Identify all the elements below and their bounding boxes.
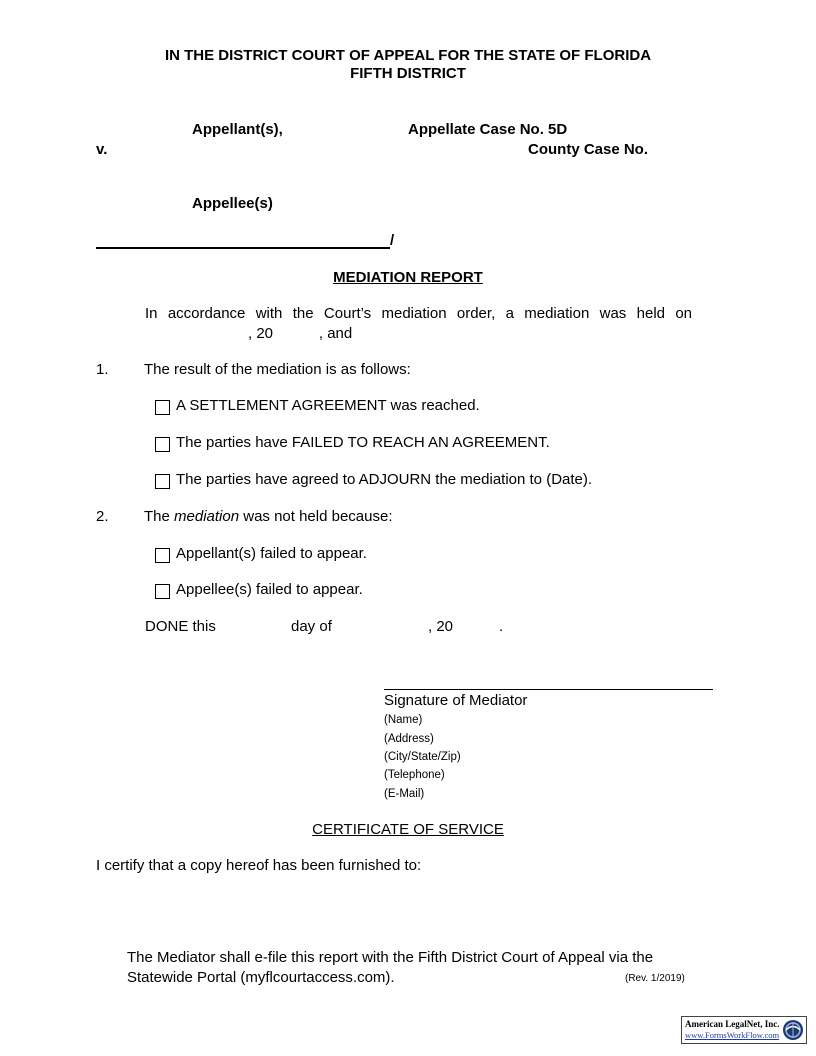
appellants-label: Appellant(s), <box>192 121 283 138</box>
settlement-checkbox[interactable] <box>155 400 170 415</box>
certificate-text: I certify that a copy hereof has been furnished to: <box>96 857 422 874</box>
footer-instruction-line-2: Statewide Portal (myflcourtaccess.com). <box>127 969 395 986</box>
footer-instruction-line-1: The Mediator shall e-file this report with the Fifth District Court of Appeal via the <box>127 949 654 966</box>
mediator-address-field: (Address) <box>384 733 434 745</box>
county-case-number-label: County Case No. <box>528 141 649 158</box>
day-of-label: day of <box>291 618 332 635</box>
section-2-number: 2. <box>96 508 109 525</box>
mediator-email-field: (E-Mail) <box>384 788 425 800</box>
mediator-telephone-field: (Telephone) <box>384 769 445 781</box>
appellees-label: Appellee(s) <box>192 195 273 212</box>
failed-agreement-checkbox[interactable] <box>155 437 170 452</box>
versus-label: v. <box>96 141 108 158</box>
court-heading: IN THE DISTRICT COURT OF APPEAL FOR THE STATE OF FLORIDA <box>164 47 652 64</box>
appellee-absent-option-label: Appellee(s) failed to appear. <box>176 581 363 598</box>
intro-line-1: In accordance with the Court’s mediation order, a mediation was held on <box>145 305 693 322</box>
settlement-option-label: A SETTLEMENT AGREEMENT was reached. <box>176 397 480 414</box>
section-1-heading: The result of the mediation is as follows: <box>144 361 411 378</box>
globe-icon <box>782 1019 804 1041</box>
done-period: . <box>499 618 504 635</box>
certificate-title: CERTIFICATE OF SERVICE <box>312 821 504 838</box>
intro-line-2: , 20 , and <box>248 325 353 342</box>
caption-slash: / <box>390 232 395 249</box>
signature-line <box>384 689 713 690</box>
appellant-absent-checkbox[interactable] <box>155 548 170 563</box>
signature-label: Signature of Mediator <box>384 692 528 709</box>
appellee-absent-checkbox[interactable] <box>155 584 170 599</box>
mediator-name-field: (Name) <box>384 714 423 726</box>
revision-note: (Rev. 1/2019) <box>625 973 685 984</box>
appellate-case-number-label: Appellate Case No. 5D <box>408 121 568 138</box>
caption-rule <box>96 247 390 249</box>
document-title: MEDIATION REPORT <box>333 269 483 286</box>
appellant-absent-option-label: Appellant(s) failed to appear. <box>176 545 367 562</box>
failed-agreement-option-label: The parties have FAILED TO REACH AN AGREEMENT. <box>176 434 550 451</box>
section-1-number: 1. <box>96 361 109 378</box>
logo-company-name: American LegalNet, Inc. <box>685 1019 780 1029</box>
done-this-label: DONE this <box>145 618 216 635</box>
adjourn-option-label: The parties have agreed to ADJOURN the mediation to (Date). <box>176 471 593 488</box>
done-year-label: , 20 <box>428 618 454 635</box>
section-2-heading: The mediation was not held because: <box>144 508 393 525</box>
adjourn-checkbox[interactable] <box>155 474 170 489</box>
legalnet-logo <box>681 1016 807 1044</box>
logo-website-link[interactable]: www.FormsWorkFlow.com <box>685 1030 780 1040</box>
mediator-city-field: (City/State/Zip) <box>384 751 461 763</box>
court-district: FIFTH DISTRICT <box>350 65 466 82</box>
